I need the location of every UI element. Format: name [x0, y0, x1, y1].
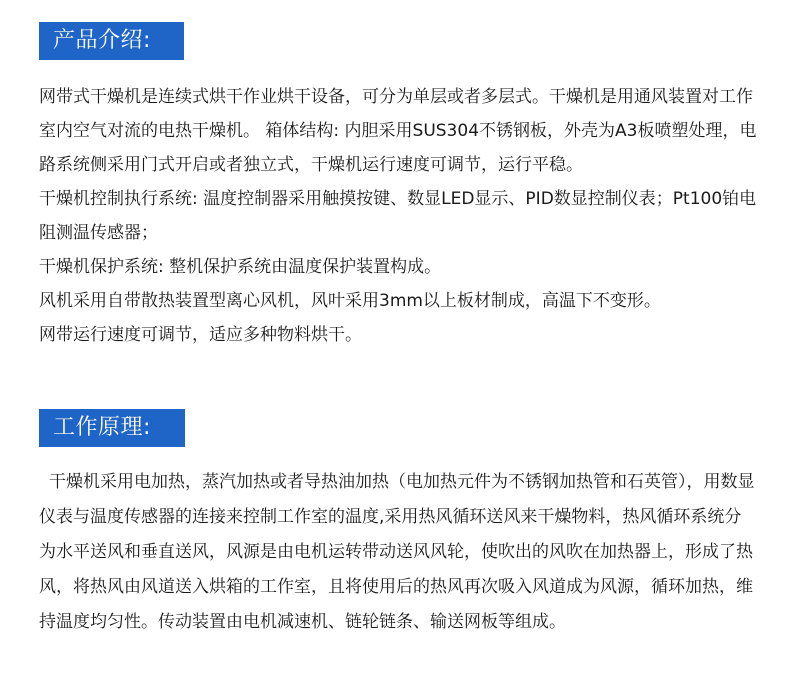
principle-body [39, 465, 757, 640]
intro-paragraph-protection-system: 干燥机保护系统: 整机保护系统由温度保护装置构成。 [39, 257, 442, 277]
intro-paragraph-belt-speed: 网带运行速度可调节，适应多种物料烘干。 [39, 325, 362, 345]
intro-paragraph-overview: 网带式干燥机是连续式烘干作业烘干设备，可分为单层或者多层式。干燥机是用通风装置对工作室内空气对流的电热干燥机。 箱体结构: 内胆采用SUS304不锈钢板，外壳为A3板喷塑处理，电路系统侧采用门式开启或者独立式，干燥机运行速度可调节，运行平稳。 [39, 87, 757, 175]
intro-paragraph-control-system: 干燥机控制执行系统: 温度控制器采用触摸按键、数显LED显示、PID数显控制仪表；Pt100铂电阻测温传感器； [39, 189, 757, 243]
intro-paragraph-fan: 风机采用自带散热装置型离心风机，风叶采用3mm以上板材制成，高温下不变形。 [39, 291, 661, 311]
principle-paragraph: 干燥机采用电加热，蒸汽加热或者导热油加热（电加热元件为不锈钢加热管和石英管），用数显仪表与温度传感器的连接来控制工作室的温度,采用热风循环送风来干燥物料，热风循环系统分为水平送风和垂直送风，风源是由电机运转带动送风风轮，使吹出的风吹在加热器上，形成了热风，将热风由风道送入烘箱的工作室，且将使用后的热风再次吸入风道成为风源，循环加热，维持温度均匀性。传动装置由电机减速机、链轮链条、输送网板等组成。 [39, 472, 755, 632]
intro-section-header: 产品介绍: [39, 22, 184, 60]
principle-section-header: 工作原理: [39, 409, 185, 447]
intro-body [39, 80, 757, 352]
